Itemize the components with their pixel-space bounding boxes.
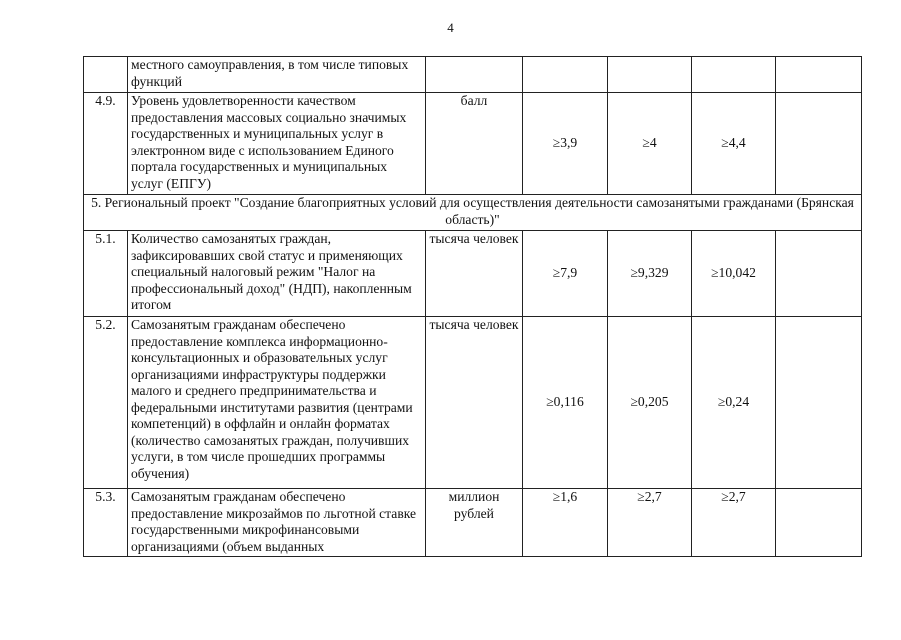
value-cell [692, 57, 776, 93]
unit-cell: балл [426, 93, 523, 195]
table-row [84, 93, 862, 195]
table-row [84, 57, 862, 93]
value-cell: ≥0,116 [523, 317, 608, 489]
value-cell: ≥1,6 [523, 489, 608, 557]
row-number-cell: 4.9. [84, 93, 128, 195]
row-number-cell: 5.3. [84, 489, 128, 557]
value-cell [608, 57, 692, 93]
page-number: 4 [447, 20, 454, 35]
value-cell: ≥9,329 [608, 231, 692, 317]
row-number-cell: 5.2. [84, 317, 128, 489]
indicator-name-cell: Самозанятым гражданам обеспечено предоставление комплекса информационно-консультационных и образовательных услуг организациями инфраструктуры поддержки малого и среднего предпринимательства и федеральными институтами развития (центрами компетенций) в оффлайн и онлайн форматах (количество самозанятых граждан, получивших услуги, в том числе прошедших программы обучения) [128, 317, 426, 489]
unit-cell: миллион рублей [426, 489, 523, 557]
value-cell [776, 317, 862, 489]
unit-cell: тысяча человек [426, 231, 523, 317]
indicator-name-cell: Уровень удовлетворенности качеством предоставления массовых социально значимых государственных и муниципальных услуг в электронном виде с использованием Единого портала государственных и муниципальных услуг (ЕПГУ) [128, 93, 426, 195]
table-row [84, 231, 862, 317]
value-cell: ≥0,205 [608, 317, 692, 489]
value-cell: ≥3,9 [523, 93, 608, 195]
row-number-cell [84, 57, 128, 93]
row-number-cell: 5.1. [84, 231, 128, 317]
value-cell [776, 93, 862, 195]
table-row [84, 489, 862, 557]
table-row [84, 317, 862, 489]
value-cell [776, 57, 862, 93]
value-cell [523, 57, 608, 93]
value-cell: ≥0,24 [692, 317, 776, 489]
unit-cell [426, 57, 523, 93]
value-cell [776, 489, 862, 557]
value-cell: ≥4,4 [692, 93, 776, 195]
value-cell: ≥4 [608, 93, 692, 195]
value-cell: ≥7,9 [523, 231, 608, 317]
value-cell: ≥10,042 [692, 231, 776, 317]
section-row [84, 195, 862, 231]
unit-cell: тысяча человек [426, 317, 523, 489]
indicator-name-cell: местного самоуправления, в том числе типовых функций [128, 57, 426, 93]
value-cell: ≥2,7 [608, 489, 692, 557]
section-title: 5. Региональный проект "Создание благоприятных условий для осуществления деятельности самозанятыми гражданами (Брянская область)" [84, 195, 862, 231]
value-cell [776, 231, 862, 317]
table-body [84, 57, 862, 557]
indicator-name-cell: Количество самозанятых граждан, зафиксировавших свой статус и применяющих специальный налоговый режим "Налог на профессиональный доход" (НДП), накопленным итогом [128, 231, 426, 317]
value-cell: ≥2,7 [692, 489, 776, 557]
indicators-table [83, 56, 862, 557]
indicator-name-cell: Самозанятым гражданам обеспечено предоставление микрозаймов по льготной ставке государственными микрофинансовыми организациями (объем выданных [128, 489, 426, 557]
